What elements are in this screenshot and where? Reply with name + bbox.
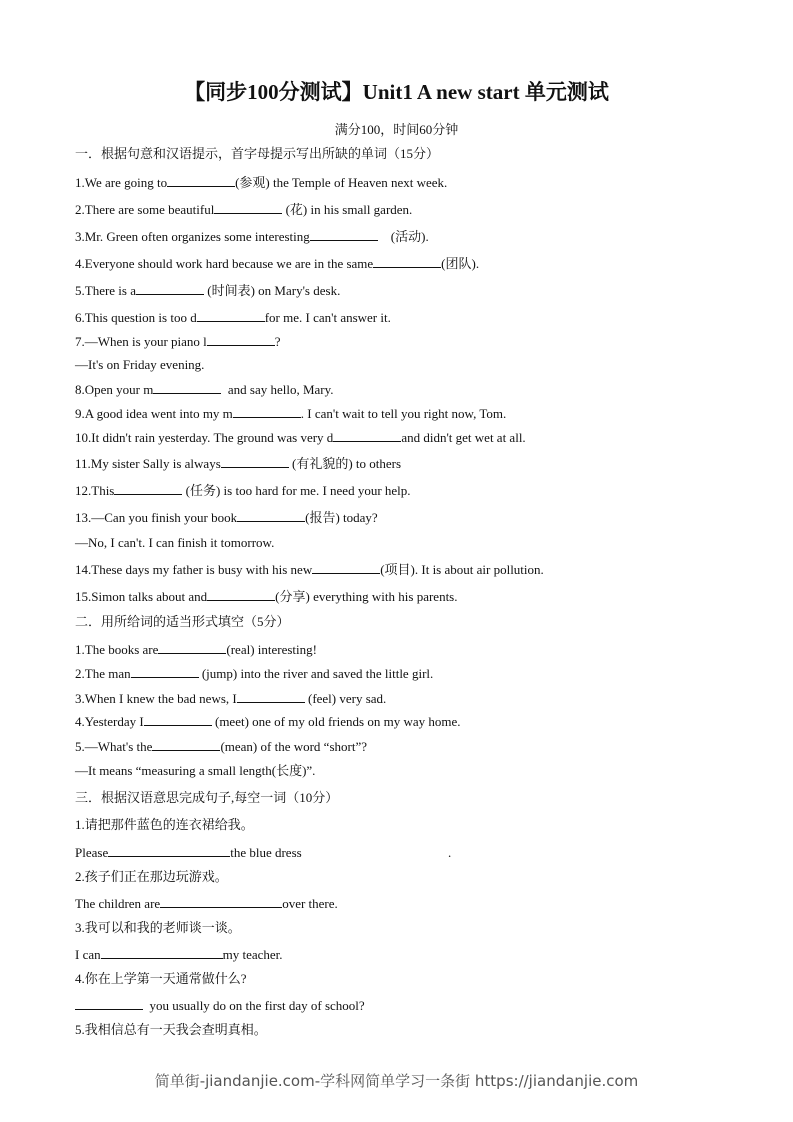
line-text: 14.These days my father is busy with his new: [75, 562, 313, 577]
line-text: 2.There are some beautiful: [75, 202, 215, 217]
answer-blank[interactable]: [312, 561, 380, 574]
question-line: [75, 309, 391, 326]
line-text: 1.We are going to: [75, 175, 168, 190]
line-text-after-blank: (团队).: [441, 256, 480, 271]
answer-blank[interactable]: [207, 588, 275, 601]
line-text-after-blank: the blue dress .: [230, 845, 452, 860]
line-text: 3.Mr. Green often organizes some interesting: [75, 229, 310, 244]
line-text: 3.我可以和我的老师谈一谈。: [75, 920, 241, 935]
answer-blank[interactable]: [158, 641, 226, 654]
question-line: [75, 535, 274, 551]
answer-blank[interactable]: [214, 201, 282, 214]
line-text-after-blank: for me. I can't answer it.: [264, 310, 391, 325]
line-text-after-blank: and say hello, Mary.: [221, 382, 334, 397]
line-text: —It's on Friday evening.: [75, 357, 205, 372]
question-line: [75, 817, 254, 833]
line-text: 1.The books are: [75, 642, 159, 657]
question-line: [75, 738, 367, 755]
question-line: [75, 228, 429, 245]
question-line: [75, 763, 315, 779]
line-text: I can: [75, 947, 101, 962]
line-text: 4.Yesterday I: [75, 714, 144, 729]
answer-blank[interactable]: [237, 509, 305, 522]
line-text-after-blank: (任务) is too hard for me. I need your help.: [182, 483, 411, 498]
question-line: [75, 690, 386, 707]
line-text: 5.我相信总有一天我会查明真相。: [75, 1022, 267, 1037]
question-line: [75, 405, 506, 422]
line-text: 三．根据汉语意思完成句子,每空一词（10分）: [75, 790, 339, 805]
answer-blank[interactable]: [167, 174, 235, 187]
answer-blank[interactable]: [237, 690, 305, 703]
line-text-after-blank: over there.: [282, 896, 338, 911]
question-line: [75, 482, 411, 499]
line-text: 11.My sister Sally is always: [75, 456, 221, 471]
line-text-after-blank: (real) interesting!: [226, 642, 317, 657]
line-text: The children are: [75, 896, 161, 911]
document-title: 【同步100分测试】Unit1 A new start 单元测试: [184, 80, 609, 104]
answer-blank[interactable]: [153, 381, 221, 394]
line-text-after-blank: . I can't wait to tell you right now, Tom.: [300, 406, 507, 421]
section-heading: [75, 146, 439, 162]
question-line: [75, 255, 479, 272]
question-line: [75, 429, 526, 446]
line-text: 8.Open your m: [75, 382, 154, 397]
line-text-after-blank: (时间表) on Mary's desk.: [204, 283, 341, 298]
answer-blank[interactable]: [233, 405, 301, 418]
section-heading: [75, 614, 290, 630]
question-line: [75, 713, 460, 730]
line-text: 5.—What's the: [75, 739, 153, 754]
line-text-after-blank: (报告) today?: [305, 510, 378, 525]
line-text: 4.Everyone should work hard because we are in the same: [75, 256, 374, 271]
line-text: 1.请把那件蓝色的连衣裙给我。: [75, 817, 254, 832]
line-text-after-blank: (jump) into the river and saved the little girl.: [198, 666, 434, 681]
answer-blank[interactable]: [310, 228, 378, 241]
answer-blank[interactable]: [160, 895, 282, 908]
line-text: 6.This question is too d: [75, 310, 197, 325]
line-text-after-blank: and didn't get wet at all.: [401, 430, 526, 445]
watermark-footer: 简单街-jiandanjie.com-学科网简单学习一条街 https://jiandanjie.com: [154, 1072, 639, 1090]
question-line: [75, 997, 365, 1014]
question-line: [75, 844, 451, 861]
question-line: [75, 561, 544, 578]
line-text-after-blank: (参观) the Temple of Heaven next week.: [235, 175, 448, 190]
question-line: [75, 282, 340, 299]
answer-blank[interactable]: [131, 665, 199, 678]
line-text-after-blank: (有礼貌的) to others: [288, 456, 402, 471]
line-text: 4.你在上学第一天通常做什么?: [75, 971, 247, 986]
answer-blank[interactable]: [108, 844, 230, 857]
answer-blank[interactable]: [75, 997, 143, 1010]
answer-blank[interactable]: [101, 946, 223, 959]
question-line: [75, 201, 412, 218]
question-line: [75, 869, 228, 885]
line-text-after-blank: (分享) everything with his parents.: [275, 589, 458, 604]
line-text: 2.孩子们正在那边玩游戏。: [75, 869, 228, 884]
question-line: [75, 357, 204, 373]
line-text: 9.A good idea went into my m: [75, 406, 233, 421]
answer-blank[interactable]: [221, 455, 289, 468]
question-line: [75, 455, 401, 472]
line-text: 15.Simon talks about and: [75, 589, 208, 604]
question-line: [75, 895, 338, 912]
question-line: [75, 920, 241, 936]
line-text-after-blank: you usually do on the first day of school?: [143, 998, 365, 1013]
line-text: 3.When I knew the bad news, I: [75, 691, 237, 706]
line-text-after-blank: (项目). It is about air pollution.: [380, 562, 544, 577]
question-line: [75, 333, 281, 350]
answer-blank[interactable]: [207, 333, 275, 346]
answer-blank[interactable]: [333, 429, 401, 442]
question-line: [75, 971, 247, 987]
question-line: [75, 381, 334, 398]
line-text-after-blank: (活动).: [377, 229, 429, 244]
line-text: 13.—Can you finish your book: [75, 510, 238, 525]
exam-info: 满分100，时间60分钟: [334, 122, 459, 137]
line-text: 2.The man: [75, 666, 131, 681]
question-line: [75, 509, 378, 526]
answer-blank[interactable]: [152, 738, 220, 751]
question-line: [75, 174, 447, 191]
question-line: [75, 641, 317, 658]
line-text: 一．根据句意和汉语提示，首字母提示写出所缺的单词（15分）: [75, 146, 440, 161]
line-text: 12.This: [75, 483, 115, 498]
line-text: —No, I can't. I can finish it tomorrow.: [75, 535, 275, 550]
question-line: [75, 588, 458, 605]
answer-blank[interactable]: [114, 482, 182, 495]
answer-blank[interactable]: [373, 255, 441, 268]
line-text-after-blank: (meet) one of my old friends on my way home.: [211, 714, 461, 729]
question-line: [75, 665, 433, 682]
answer-blank[interactable]: [136, 282, 204, 295]
section-heading: [75, 790, 338, 806]
line-text-after-blank: (mean) of the word “short”?: [220, 739, 367, 754]
line-text-after-blank: (feel) very sad.: [304, 691, 387, 706]
line-text: Please: [75, 845, 109, 860]
line-text: 10.It didn't rain yesterday. The ground was very d: [75, 430, 334, 445]
line-text: 二．用所给词的适当形式填空（5分）: [75, 614, 290, 629]
answer-blank[interactable]: [197, 309, 265, 322]
line-text-after-blank: ?: [274, 334, 281, 349]
line-text-after-blank: (花) in his small garden.: [282, 202, 413, 217]
question-line: [75, 1022, 267, 1038]
question-line: [75, 946, 283, 963]
answer-blank[interactable]: [144, 713, 212, 726]
line-text: 5.There is a: [75, 283, 137, 298]
line-text-after-blank: my teacher.: [222, 947, 283, 962]
line-text: —It means “measuring a small length(长度)”.: [75, 763, 316, 778]
line-text: 7.—When is your piano l: [75, 334, 207, 349]
